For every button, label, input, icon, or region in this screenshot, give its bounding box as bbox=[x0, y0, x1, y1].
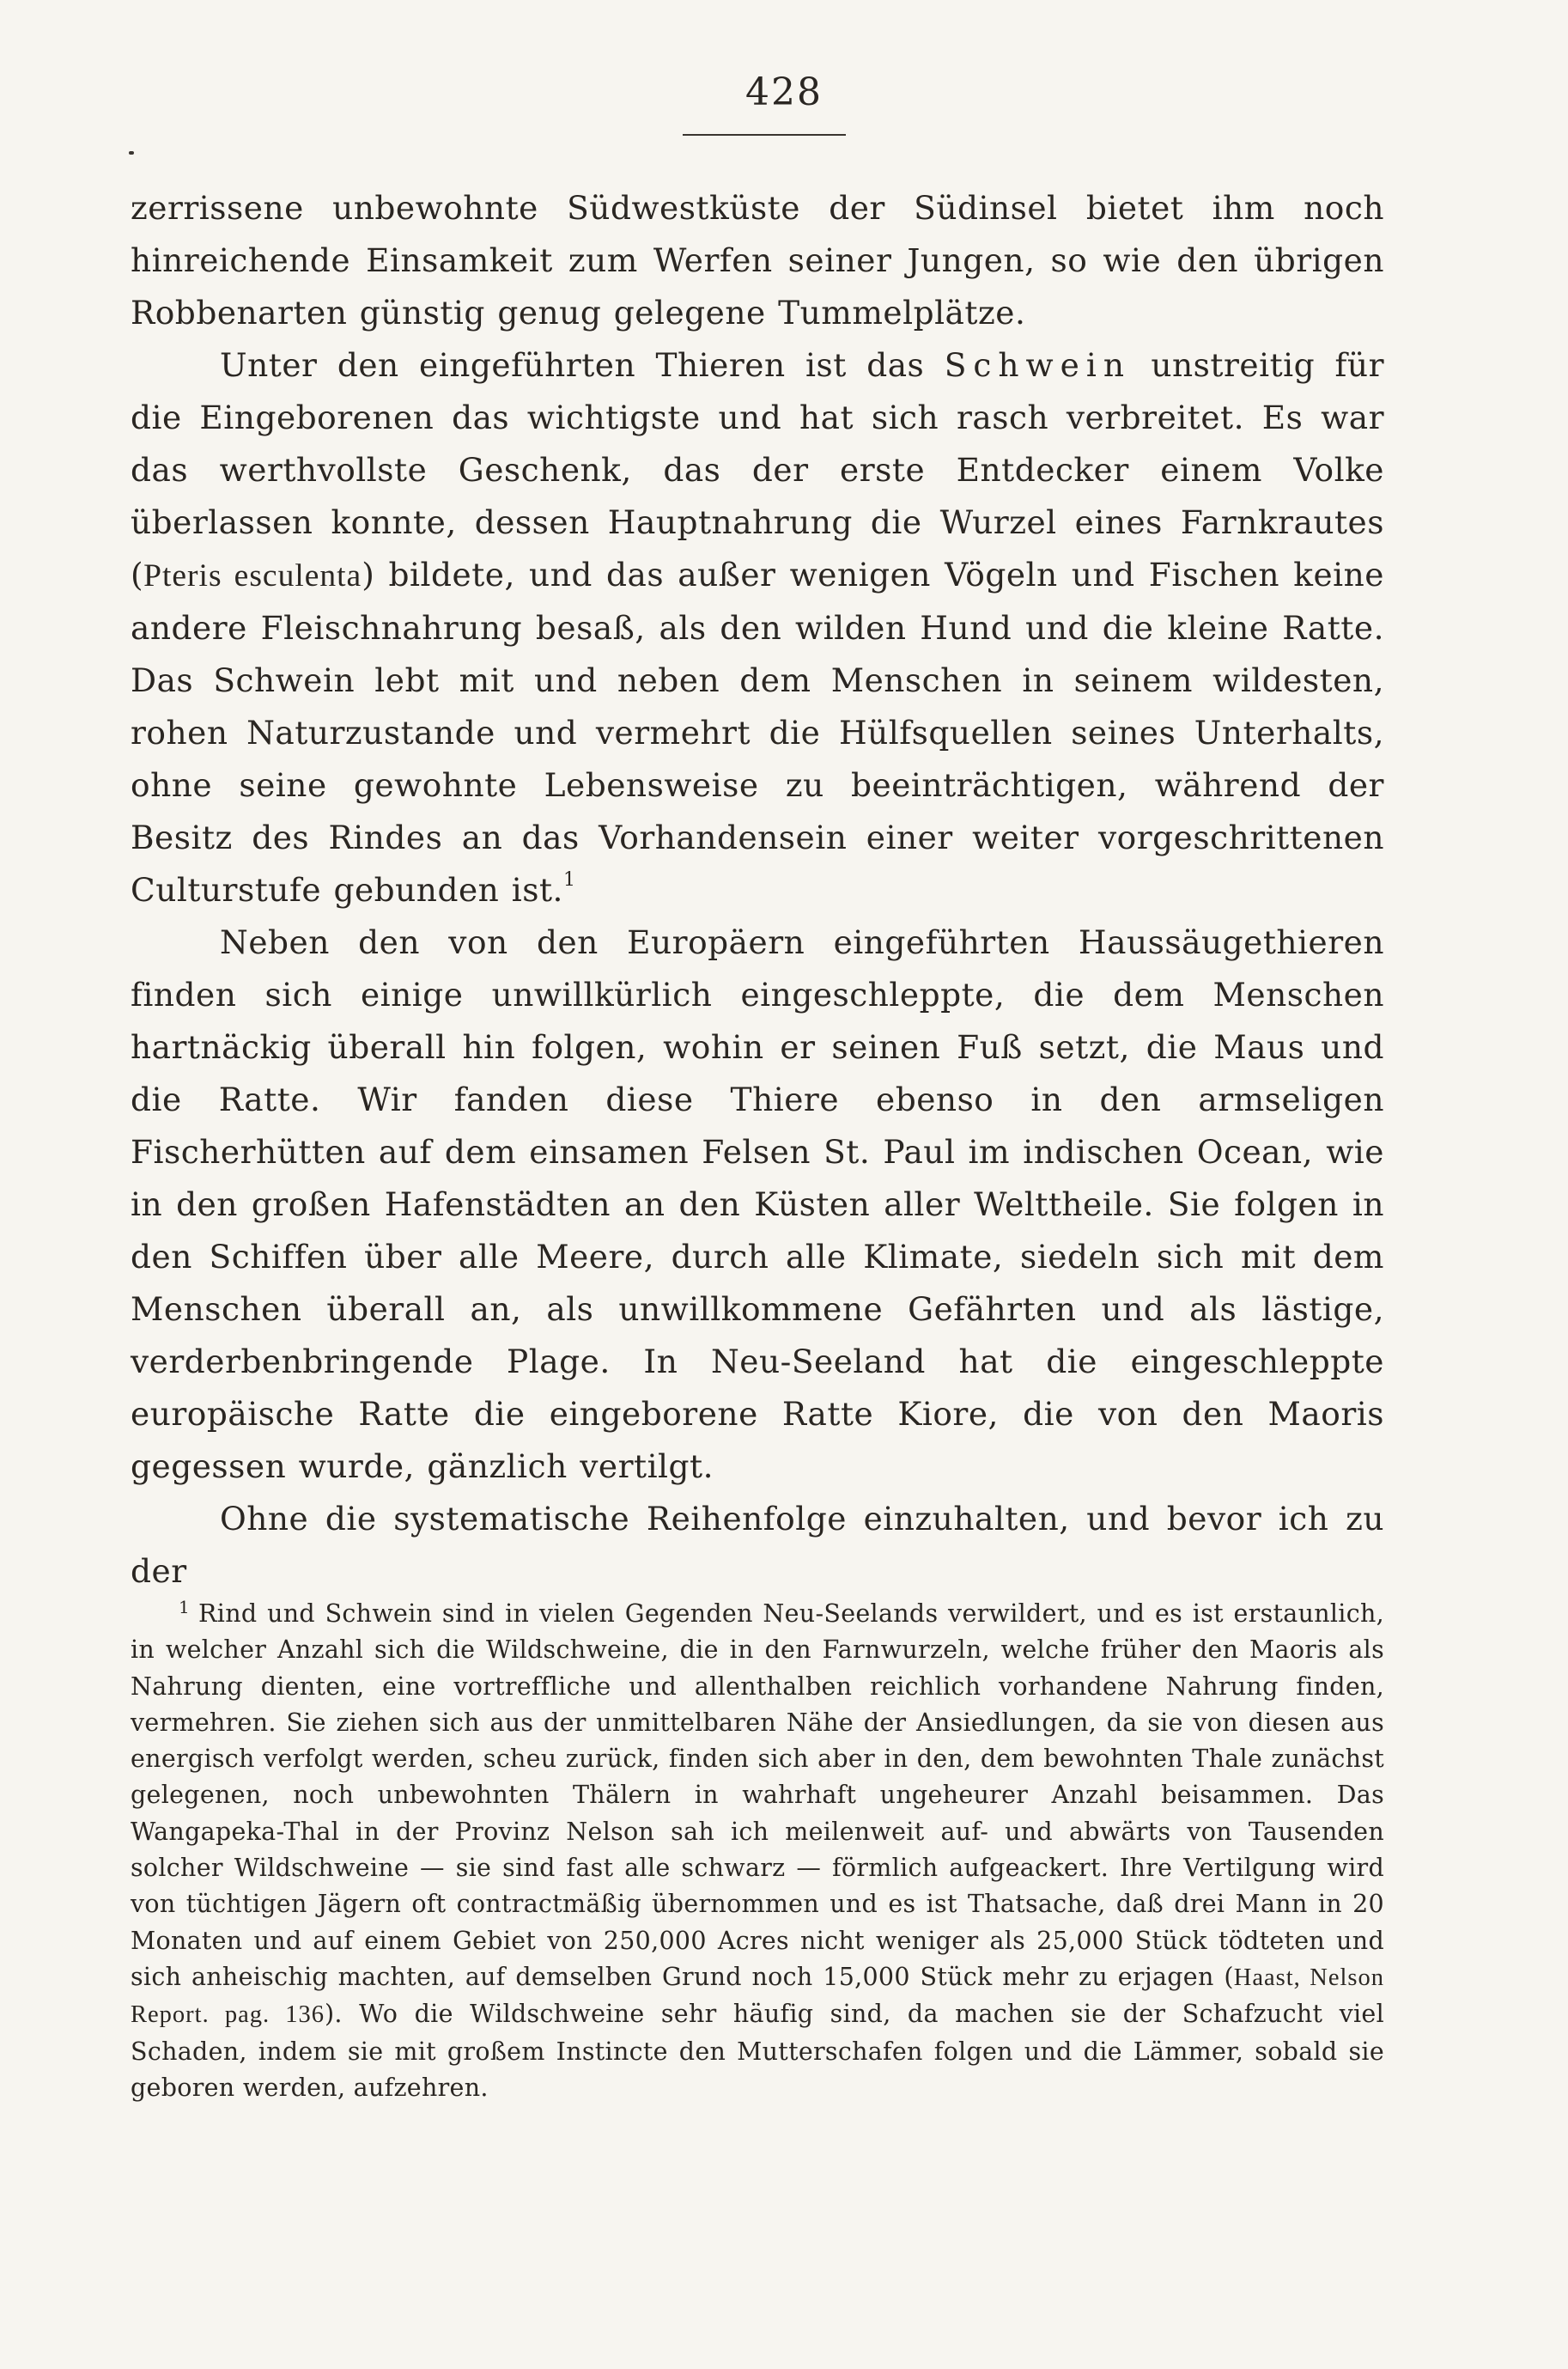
footnote bbox=[131, 1596, 1384, 2106]
latin-text: Pteris esculenta bbox=[143, 558, 362, 594]
emphasized-text: Schwein bbox=[944, 346, 1131, 384]
ink-speck bbox=[129, 151, 134, 155]
footnotes bbox=[131, 1596, 1384, 2106]
header-rule bbox=[683, 134, 846, 136]
text-run: Rind und Schwein sind in vielen Gegenden Neu-Seelands verwildert, und es ist erstaunlich, in welcher Anzahl sich die Wildschweine, die in den Farnwurzeln, welche früher den Maoris als Nahrung dienten, eine vortreffliche und allenthalben reichlich vorhandene Nahrung finden, vermehren. Sie ziehen sich aus der unmittelbaren Nähe der Ansiedlungen, da sie von diesen aus energisch verfolgt werden, scheu zurück, finden sich aber in den, dem bewohnten Thale zunächst gelegenen, noch unbewohnten Thälern in wahrhaft ungeheurer Anzahl beisammen. Das Wangapeka-Thal in der Provinz Nelson sah ich meilenweit auf- und abwärts von Tausenden solcher Wildschweine — sie sind fast alle schwarz — förmlich aufgeackert. Ihre Vertilgung wird von tüchtigen Jägern oft contractmäßig übernommen und es ist Thatsache, daß drei Mann in 20 Monaten und auf einem Gebiet von 250,000 Acres nicht weniger als 25,000 Stück tödteten und sich anheischig machten, auf demselben Grund noch 15,000 Stück mehr zu erjagen ( bbox=[131, 1599, 1384, 1991]
paragraph-p4 bbox=[131, 1493, 1384, 1598]
footnote-mark: 1 bbox=[179, 1597, 191, 1617]
paragraph-p3 bbox=[131, 917, 1384, 1493]
text-run: Ohne die systematische Reihenfolge einzuhalten, und bevor ich zu der bbox=[131, 1500, 1384, 1590]
text-run: ) bildete, und das außer wenigen Vögeln und Fischen keine andere Fleischnahrung besaß, als den wilden Hund und die kleine Ratte. Das Schwein lebt mit und neben dem Menschen in seinem wildesten, rohen Naturzustande und vermehrt die Hülfsquellen seines Unterhalts, ohne seine gewohnte Lebensweise zu beeinträchtigen, während der Besitz des Rindes an das Vorhandensein einer weiter vorgeschrittenen Culturstufe gebunden ist. bbox=[131, 556, 1384, 909]
latin-text: Haast, Nelson Report. pag. 136 bbox=[131, 1964, 1384, 2029]
paragraph-p1 bbox=[131, 182, 1384, 339]
main-text bbox=[131, 182, 1384, 1598]
text-run: ). Wo die Wildschweine sehr häufig sind, da machen sie der Schafzucht viel Schaden, indem sie mit großem Instincte den Mutterschafen folgen und die Lämmer, sobald sie geboren werden, aufzehren. bbox=[131, 2000, 1385, 2102]
text-run: unstreitig für die Eingeborenen das wichtigste und hat sich rasch verbreitet. Es war das werthvollste Geschenk, das der erste Entdecker einem Volke überlassen konnte, dessen Hauptnahrung die Wurzel eines Farnkrautes ( bbox=[131, 346, 1384, 594]
text-run: Unter den eingeführten Thieren ist das bbox=[220, 346, 945, 384]
paragraph-p2 bbox=[131, 339, 1384, 917]
text-run: Neben den von den Europäern eingeführten Haussäugethieren finden sich einige unwillkürlich eingeschleppte, die dem Menschen hartnäckig überall hin folgen, wohin er seinen Fuß setzt, die Maus und die Ratte. Wir fanden diese Thiere ebenso in den armseligen Fischerhütten auf dem einsamen Felsen St. Paul im indischen Ocean, wie in den großen Hafenstädten an den Küsten aller Welttheile. Sie folgen in den Schiffen über alle Meere, durch alle Klimate, siedeln sich mit dem Menschen überall an, als unwillkommene Gefährten und als lästige, verderbenbringende Plage. In Neu-Seeland hat die eingeschleppte europäische Ratte die eingeborene Ratte Kiore, die von den Maoris gegessen wurde, gänzlich vertilgt. bbox=[131, 923, 1384, 1485]
page-number: 428 bbox=[745, 70, 823, 114]
footnote-reference: 1 bbox=[562, 869, 576, 891]
text-run: zerrissene unbewohnte Südwestküste der Südinsel bietet ihm noch hinreichende Einsamkeit zum Werfen seiner Jungen, so wie den übrigen Robbenarten günstig genug gelegene Tummelplätze. bbox=[131, 189, 1384, 332]
